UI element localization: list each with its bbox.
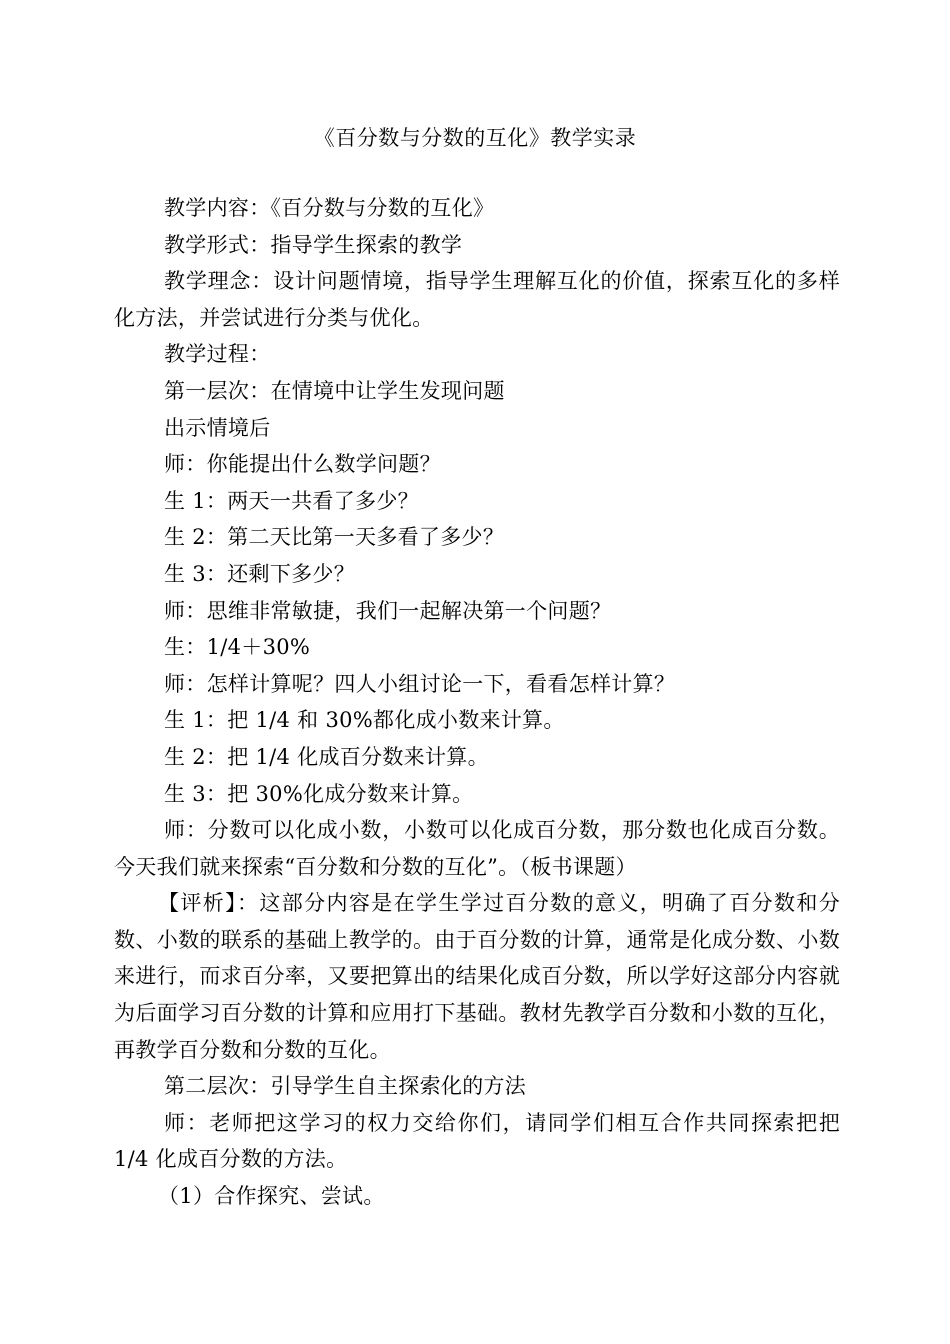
dialogue-line: 师：思维非常敏捷，我们一起解决第一个问题？	[164, 598, 612, 623]
dialogue-line: 师：老师把这学习的权力交给你们，请同学们相互合作共同探索把把 1/4 化成百分数的方法。	[114, 1110, 840, 1172]
dialogue-line: 师：你能提出什么数学问题？	[164, 452, 441, 477]
paragraph-level-two-heading: 第二层次：引导学生自主探索化的方法	[164, 1074, 527, 1099]
document-title: 《百分数与分数的互化》教学实录	[313, 126, 637, 150]
dialogue-line: 生 2：第二天比第一天多看了多少？	[164, 525, 505, 550]
dialogue-line: 生：1/4＋30%	[164, 635, 311, 660]
dialogue-line: 师：分数可以化成小数，小数可以化成百分数，那分数也化成百分数。今天我们就来探索“百分数和分数的互化”。（板书课题）	[114, 818, 840, 879]
dialogue-line: 生 3：还剩下多少？	[164, 561, 356, 586]
dialogue-line: 生 1：两天一共看了多少？	[164, 488, 419, 513]
paragraph-step-one: （1）合作探究、尝试。	[158, 1184, 385, 1209]
document-body	[114, 190, 840, 1215]
paragraph-teaching-philosophy: 教学理念：设计问题情境，指导学生理解互化的价值，探索互化的多样化方法，并尝试进行分类与优化。	[114, 269, 840, 330]
paragraph-teaching-process: 教学过程：	[164, 342, 271, 367]
paragraph-commentary: 【评析】：这部分内容是在学生学过百分数的意义，明确了百分数和分数、小数的联系的基础上教学的。由于百分数的计算，通常是化成分数、小数来进行，而求百分率，又要把算出的结果化成百分数，所以学好这部分内容就为后面学习百分数的计算和应用打下基础。教材先教学百分数和小数的互化，再教学百分数和分数的互化。	[114, 891, 840, 1062]
paragraph-teaching-form: 教学形式：指导学生探索的教学	[164, 232, 463, 257]
paragraph-teaching-content: 教学内容：《百分数与分数的互化》	[164, 196, 495, 220]
paragraph-show-situation: 出示情境后	[164, 415, 271, 440]
dialogue-line: 生 2：把 1/4 化成百分数来计算。	[164, 744, 489, 769]
dialogue-line: 生 1：把 1/4 和 30%都化成小数来计算。	[164, 708, 565, 733]
dialogue-line: 师：怎样计算呢？四人小组讨论一下，看看怎样计算？	[164, 671, 676, 696]
dialogue-line: 生 3：把 30%化成分数来计算。	[164, 781, 474, 806]
paragraph-level-one-heading: 第一层次：在情境中让学生发现问题	[164, 378, 505, 403]
